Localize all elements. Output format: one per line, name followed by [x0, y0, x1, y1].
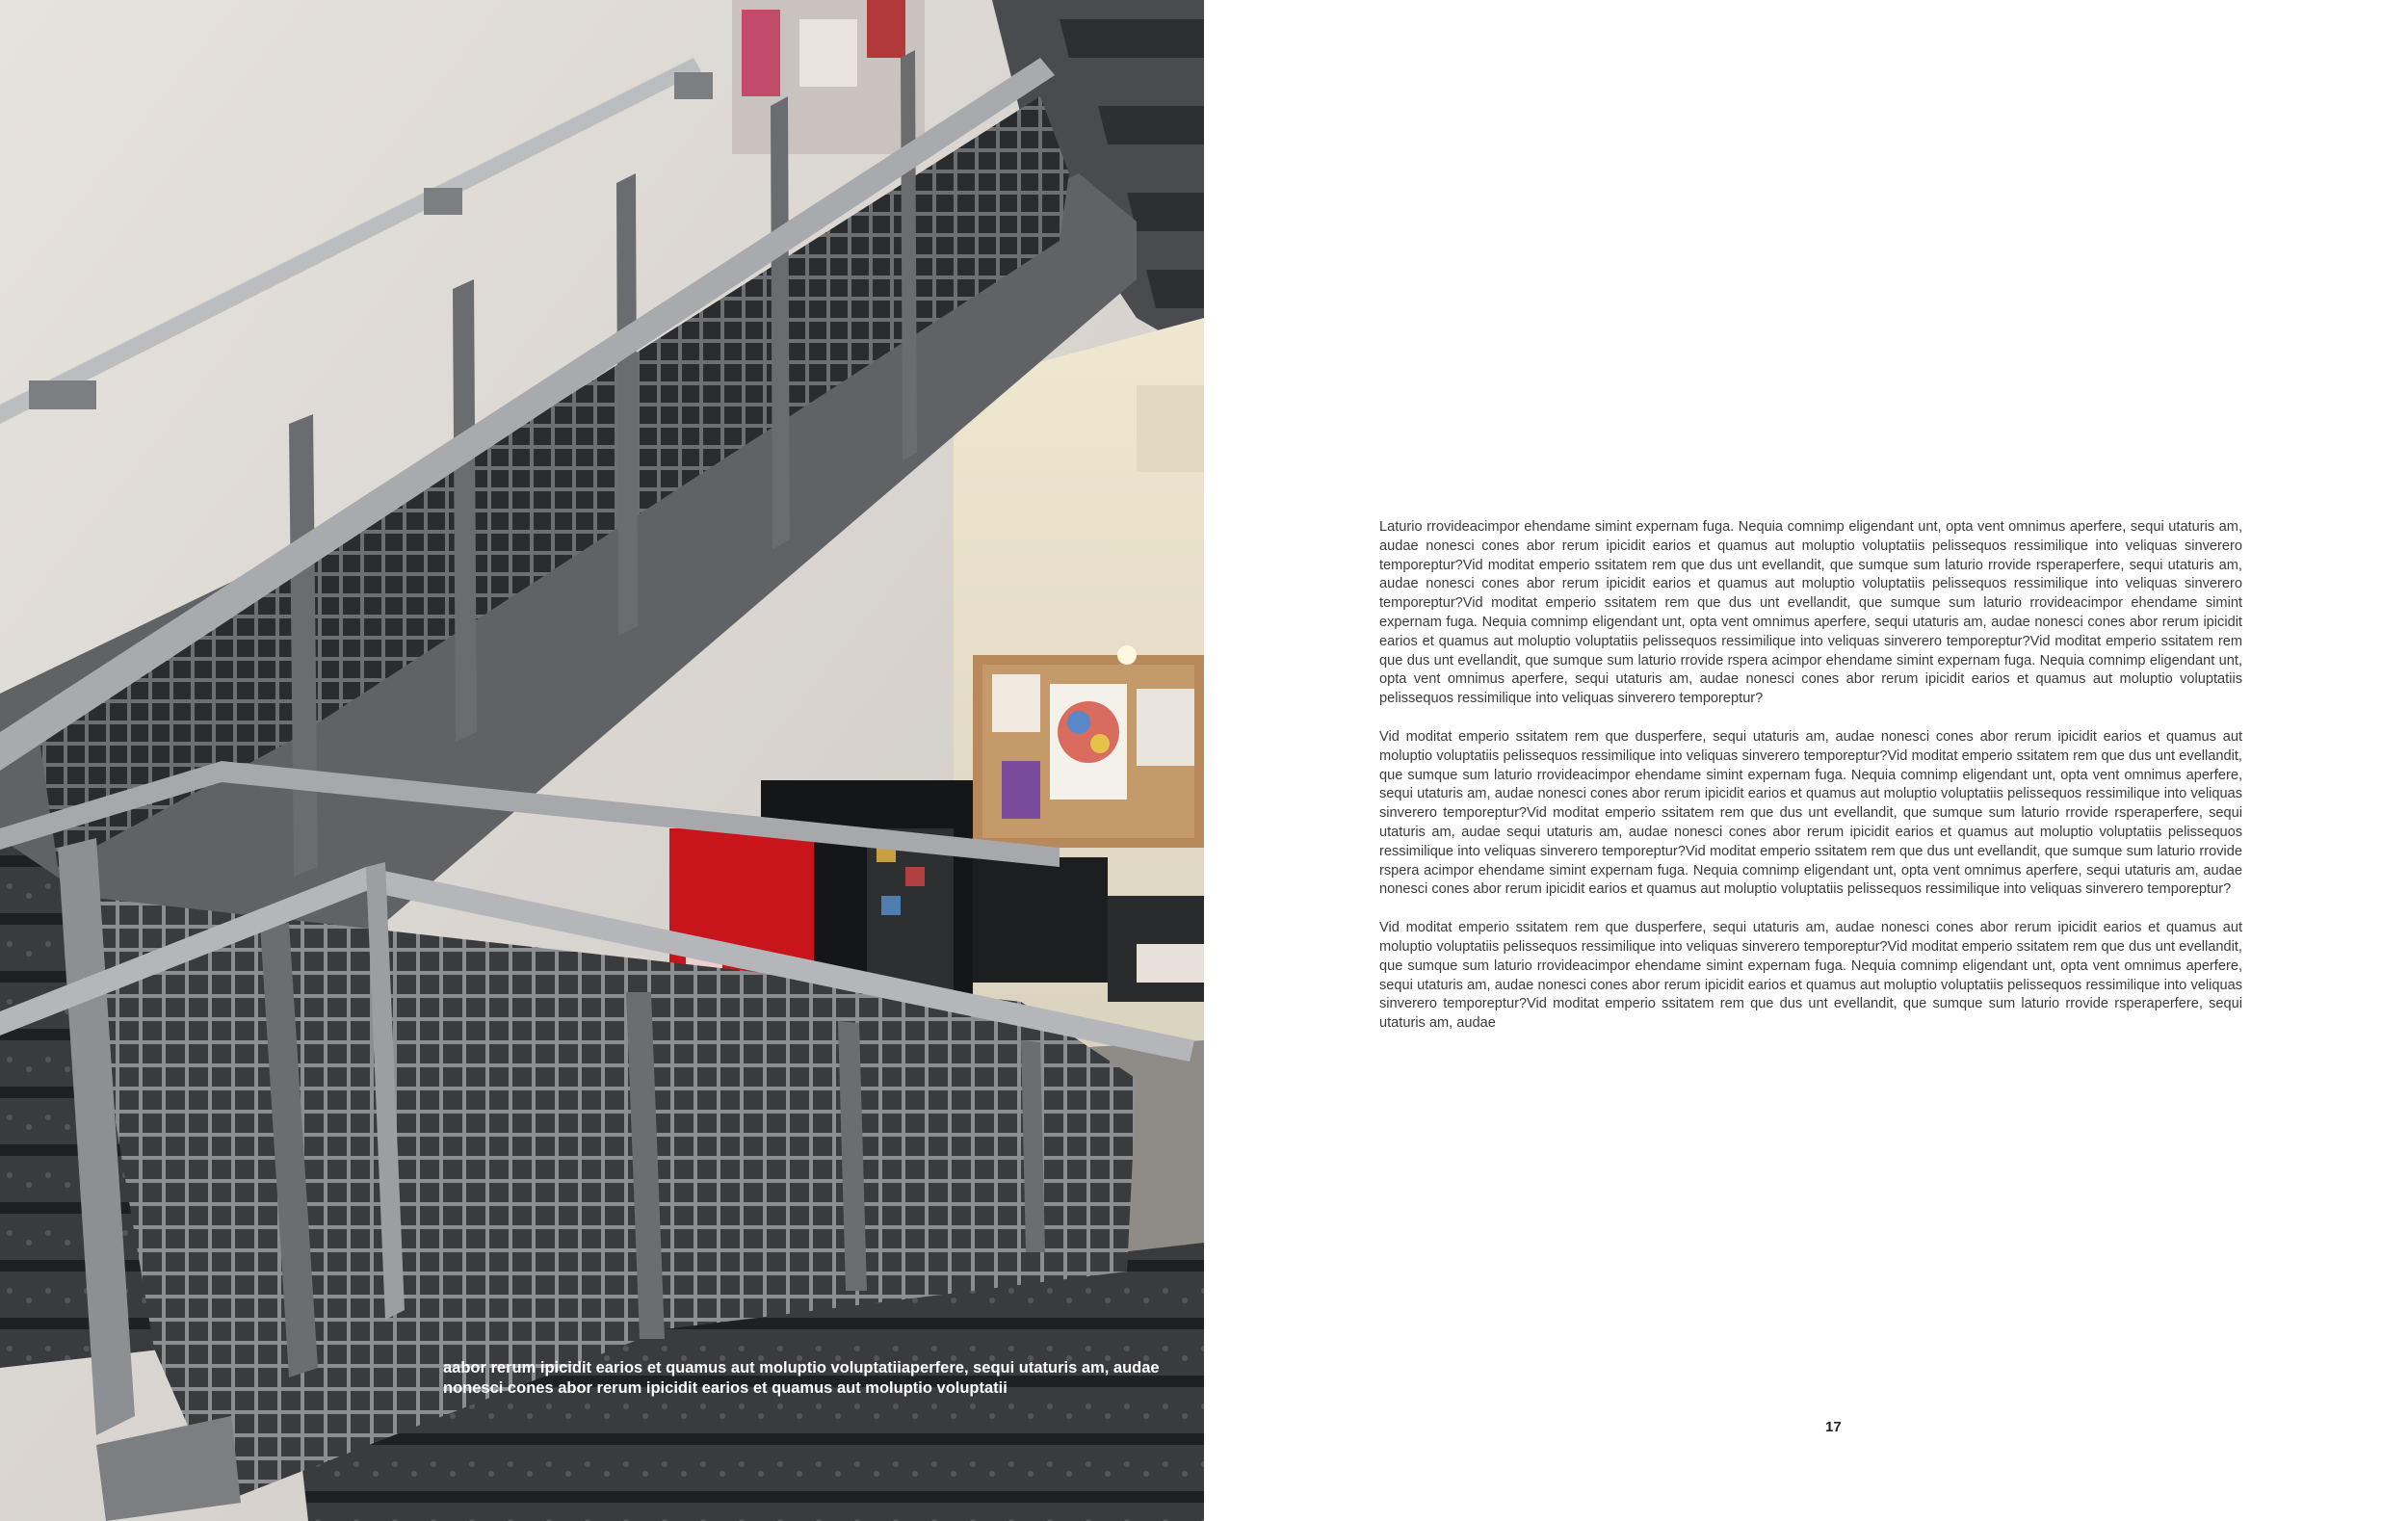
- body-paragraph: Laturio rrovideacimpor ehendame simint expernam fuga. Nequia comnimp eligendant unt, opta vent omnimus aperfere, sequi utaturis am, audae nonesci cones abor rerum ipicidit earios et quamus aut moluptio voluptatiis pelissequos ressimilique into veliquas sinverero temporeptur?Vid moditat emperio ssitatem rem que dus unt evellandit, que sumque sum laturio rrovide rsperaperfere, sequi utaturis am, audae nonesci cones abor rerum ipicidit earios et quamus aut moluptio voluptatiis pelissequos ressimilique into veliquas sinverero temporeptur?Vid moditat emperio ssitatem rem que dus unt evellandit, que sumque sum laturio rrovideacimpor ehendame simint expernam fuga. Nequia comnimp eligendant unt, opta vent omnimus aperfere, sequi utaturis am, audae nonesci cones abor rerum ipicidit earios et quamus aut moluptio voluptatiis pelissequos ressimilique into veliquas sinverero temporeptur?Vid moditat emperio ssitatem rem que dus unt evellandit, que sumque sum laturio rrovide rspera acimpor ehendame simint expernam fuga. Nequia comnimp eligendant unt, opta vent omnimus aperfere, sequi utaturis am, audae nonesci cones abor rerum ipicidit earios et quamus aut moluptio voluptatiis pelissequos ressimilique into veliquas sinverero temporeptur?: [1379, 519, 2242, 707]
- body-text: [1379, 518, 2242, 1053]
- caption-line-1: aabor rerum ipicidit earios et quamus aut moluptio voluptatiiaperfere, sequi utaturis am, audae: [443, 1359, 1160, 1377]
- page-number: 17: [1825, 1419, 1842, 1435]
- text-page: [1204, 0, 2408, 1521]
- body-paragraph: Vid moditat emperio ssitatem rem que dusperfere, sequi utaturis am, audae nonesci cones abor rerum ipicidit earios et quamus aut moluptio voluptatiis pelissequos ressimilique into veliquas sinverero temporeptur?Vid moditat emperio ssitatem rem que dus unt evellandit, que sumque sum laturio rrovideacimpor ehendame simint expernam fuga. Nequia comnimp eligendant unt, opta vent omnimus aperfere, sequi utaturis am, audae nonesci cones abor rerum ipicidit earios et quamus aut moluptio voluptatiis pelissequos ressimilique into veliquas sinverero temporeptur?Vid moditat emperio ssitatem rem que dus unt evellandit, que sumque sum laturio rrovide rsperaperfere, sequi utaturis am, audae sequi utaturis am, audae nonesci cones abor rerum ipicidit earios et quamus aut moluptio voluptatiis pelissequos ressimilique into veliquas sinverero temporeptur?Vid moditat emperio ssitatem rem que dus unt evellandit, que sumque sum laturio rrovide rspera acimpor ehendame simint expernam fuga. Nequia comnimp eligendant unt, opta vent omnimus aperfere, sequi utaturis am, audae nonesci cones abor rerum ipicidit earios et quamus aut moluptio voluptatiis pelissequos ressimilique into veliquas sinverero temporeptur?: [1379, 728, 2242, 898]
- body-paragraph: Vid moditat emperio ssitatem rem que dusperfere, sequi utaturis am, audae nonesci cones abor rerum ipicidit earios et quamus aut moluptio voluptatiis pelissequos ressimilique into veliquas sinverero temporeptur?Vid moditat emperio ssitatem rem que dus unt evellandit, que sumque sum laturio rrovideacimpor ehendame simint expernam fuga. Nequia comnimp eligendant unt, opta vent omnimus aperfere, sequi utaturis am, audae nonesci cones abor rerum ipicidit earios et quamus aut moluptio voluptatiis pelissequos ressimilique into veliquas sinverero temporeptur?Vid moditat emperio ssitatem rem que dus unt evellandit, que sumque sum laturio rrovide rsperaperfere, sequi utaturis am, audae: [1379, 920, 2242, 1032]
- photo-caption: [443, 1358, 1175, 1399]
- caption-line-2: nonesci cones abor rerum ipicidit earios et quamus aut moluptio voluptatii: [443, 1379, 1008, 1397]
